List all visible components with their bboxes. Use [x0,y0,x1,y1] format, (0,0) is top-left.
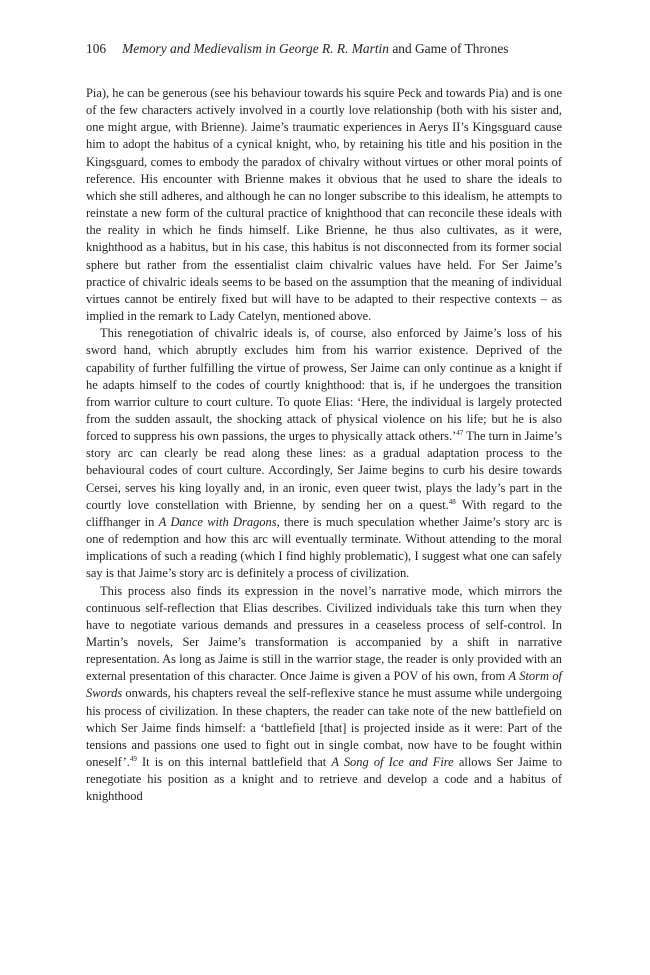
running-head-and: and [388,41,416,56]
running-head-title-roman: Game of Thrones [415,41,509,56]
text-run: This renegotiation of chivalric ideals is, of course, also enforced by Jaime’s loss of his sword hand, which abruptly excludes him from his warrior existence. Deprived of the capability of further fulfilling the virtue of prowess, Ser Jaime can only continue as a knight if he adapts himself to the codes of courtly knighthood: that is, if he undergoes the transition from warrior culture to court culture. To quote Elias: ‘Here, the individual is largely protected from the sudden assault, the shocking attack of physical violence on his life; but he is also forced to suppress his own passions, the urges to physically attack others.’ [86,326,562,444]
text-run: , there is much speculation whether Jaime’s story arc is one of redemption and how this arc will eventually terminate. Without attending to the moral implications of such a reading (which I find highly problematic), I suggest what one can safely say is that Jaime’s story arc is definitely a process of civilization. [86,514,562,581]
text-run: This process also finds its expression in the novel’s narrative mode, which mirrors the continuous self-reflection that Elias describes. Civilized individuals take this turn when they have to negotiate various demands and pressures in a ceaseless process of self-control. In Martin’s novels, Ser Jaime’s transformation is accompanied by a shift in narrative representation. As long as Jaime is still in the warrior stage, the reader is only provided with an external presentation of this character. Once Jaime is given a POV of his own, from [86,583,562,684]
paragraph [86,583,562,806]
book-page [86,40,562,806]
text-run: onwards, his chapters reveal the self-reflexive stance he must assume while undergoing his process of civilization. In these chapters, the reader can take note of the new battlefield on which Ser Jaime finds himself: a ‘battlefield [that] is projected inside as it were: Part of the tensions and passions one used to fight out in single combat, now have to be fought within oneself’. [86,686,562,770]
text-run: It is on this internal battlefield that [136,755,332,770]
text-run: allows Ser Jaime to renegotiate his position as a knight and to retrieve and develop a code and a habitus of knighthood [86,755,562,804]
running-head [86,40,562,58]
text-run: The turn in Jaime’s story arc can clearly be read along these lines: as a gradual adaptation process to the behavioural codes of court culture. Accordingly, Ser Jaime begins to curb his desire towards Cersei, serves his king loyally and, in an ironic, even queer twist, plays the lady’s part in the courtly love constellation with Brienne, by sending her on a quest. [86,429,562,512]
paragraph [86,325,562,582]
paragraph [86,85,562,325]
text-run: Pia), he can be generous (see his behaviour towards his squire Peck and towards Pia) and is one of the few characters actively involved in a courtly love relationship (both with his sister and, one might argue, with Brienne). Jaime’s traumatic experiences in Aerys II’s Kingsguard cause him to adopt the habitus of a cynical knight, who, by retaining his title and his position in the Kingsguard, comes to embody the paradox of chivalry without virtues or other moral points of reference. His encounter with Brienne makes it obvious that he used to share the ideals to which she still adheres, and although he can no longer subscribe to this idealism, he attempts to reinstate a new form of the cultural practice of knighthood that can reconcile these ideals with the reality in which he finds himself. Like Brienne, he thus also cultivates, as it were, knighthood as a habitus, but in his case, this habitus is not disconnected from its former social sphere but rather from the essentialist claim chivalric values have held. For Ser Jaime’s practice of chivalric ideals seems to be based on the assumption that the meaning of individual virtues cannot be entirely fixed but will have to be adapted to their respective contexts – as implied in the remark to Lady Catelyn, mentioned above. [86,86,562,324]
italic-title: A Storm of Swords [86,669,563,701]
footnote-marker: 49 [129,755,137,764]
italic-title: A Dance with Dragons [158,514,277,529]
text-run: With regard to the cliffhanger in [86,497,562,529]
running-head-title-italic: Memory and Medievalism in George R. R. Martin [122,41,389,56]
page-number: 106 [86,41,107,56]
italic-title: A Song of Ice and Fire [331,755,454,770]
body-text [86,85,562,806]
footnote-marker: 48 [448,497,456,506]
footnote-marker: 47 [456,429,464,438]
